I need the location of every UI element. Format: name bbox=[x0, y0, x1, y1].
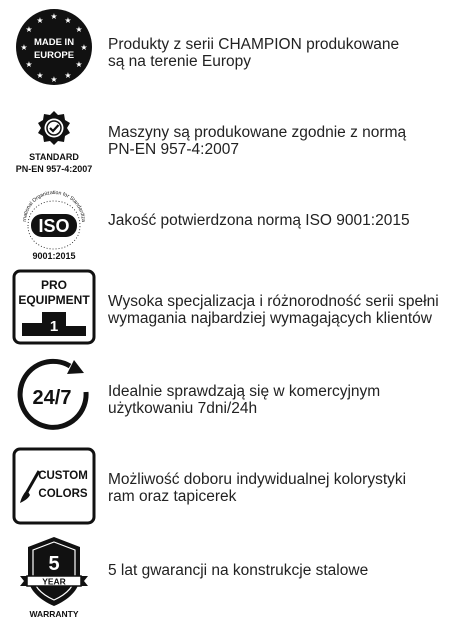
svg-text:★: ★ bbox=[80, 43, 88, 52]
feature-row-custom-colors bbox=[0, 446, 460, 528]
svg-text:★: ★ bbox=[64, 16, 72, 25]
svg-text:★: ★ bbox=[75, 60, 83, 69]
iso-org-arc-text: rnational Organization for Standardiza bbox=[21, 190, 87, 223]
iso-icon bbox=[8, 190, 100, 262]
feature-text: Wysoka specjalizacja i różnorodność serii spełni wymagania najbardziej wymagających klientów bbox=[108, 293, 439, 327]
feature-row-warranty bbox=[0, 534, 460, 624]
svg-text:★: ★ bbox=[50, 12, 58, 21]
standard-icon bbox=[8, 106, 100, 178]
svg-text:★: ★ bbox=[20, 43, 28, 52]
feature-row-pro-equipment bbox=[0, 268, 460, 348]
svg-text:★: ★ bbox=[25, 25, 33, 34]
badge-line-1: CUSTOM bbox=[38, 470, 88, 482]
badge-line-1: 24/7 bbox=[32, 387, 72, 409]
badge-line-2: 9001:2015 bbox=[32, 251, 76, 261]
feature-row-iso bbox=[0, 190, 460, 262]
made-in-europe-icon bbox=[8, 8, 100, 86]
badge-line-2: COLORS bbox=[38, 488, 88, 500]
feature-text: Maszyny są produkowane zgodnie z normą PN-EN 957-4:2007 bbox=[108, 124, 407, 158]
feature-text: Możliwość doboru indywidualnej kolorystyki ram oraz tapicerek bbox=[108, 471, 407, 505]
badge-line-1: PRO bbox=[40, 278, 68, 292]
svg-text:★: ★ bbox=[36, 16, 44, 25]
svg-text:★: ★ bbox=[50, 75, 58, 84]
feature-row-made-in-europe bbox=[0, 8, 460, 88]
warranty-years-number: 5 bbox=[48, 553, 60, 575]
feature-row-standard bbox=[0, 106, 460, 178]
badge-line-2: EUROPE bbox=[33, 50, 75, 61]
svg-text:★: ★ bbox=[25, 60, 33, 69]
svg-text:★: ★ bbox=[64, 71, 72, 80]
svg-text:★: ★ bbox=[75, 25, 83, 34]
badge-line-2: EQUIPMENT bbox=[18, 293, 90, 307]
feature-text: Jakość potwierdzona normą ISO 9001:2015 bbox=[108, 212, 410, 229]
svg-text:★: ★ bbox=[36, 71, 44, 80]
badge-line-1: STANDARD bbox=[29, 152, 79, 162]
feature-row-24-7 bbox=[0, 356, 460, 436]
clock-24-7-icon bbox=[8, 356, 100, 436]
feature-text: Idealnie sprawdzają się w komercyjnym użytkowaniu 7dni/24h bbox=[108, 383, 381, 417]
pro-equipment-icon bbox=[8, 268, 100, 346]
feature-text: Produkty z serii CHAMPION produkowane są na terenie Europy bbox=[108, 36, 400, 70]
custom-colors-icon bbox=[8, 446, 100, 526]
badge-line-3: WARRANTY bbox=[29, 609, 79, 619]
badge-line-1: ISO bbox=[38, 216, 70, 236]
badge-line-2: PN-EN 957-4:2007 bbox=[15, 164, 93, 174]
badge-line-1: MADE IN bbox=[33, 37, 75, 48]
badge-line-2: YEAR bbox=[42, 576, 66, 587]
feature-text: 5 lat gwarancji na konstrukcje stalowe bbox=[108, 562, 369, 579]
podium-number: 1 bbox=[49, 318, 59, 335]
warranty-icon bbox=[8, 534, 100, 624]
